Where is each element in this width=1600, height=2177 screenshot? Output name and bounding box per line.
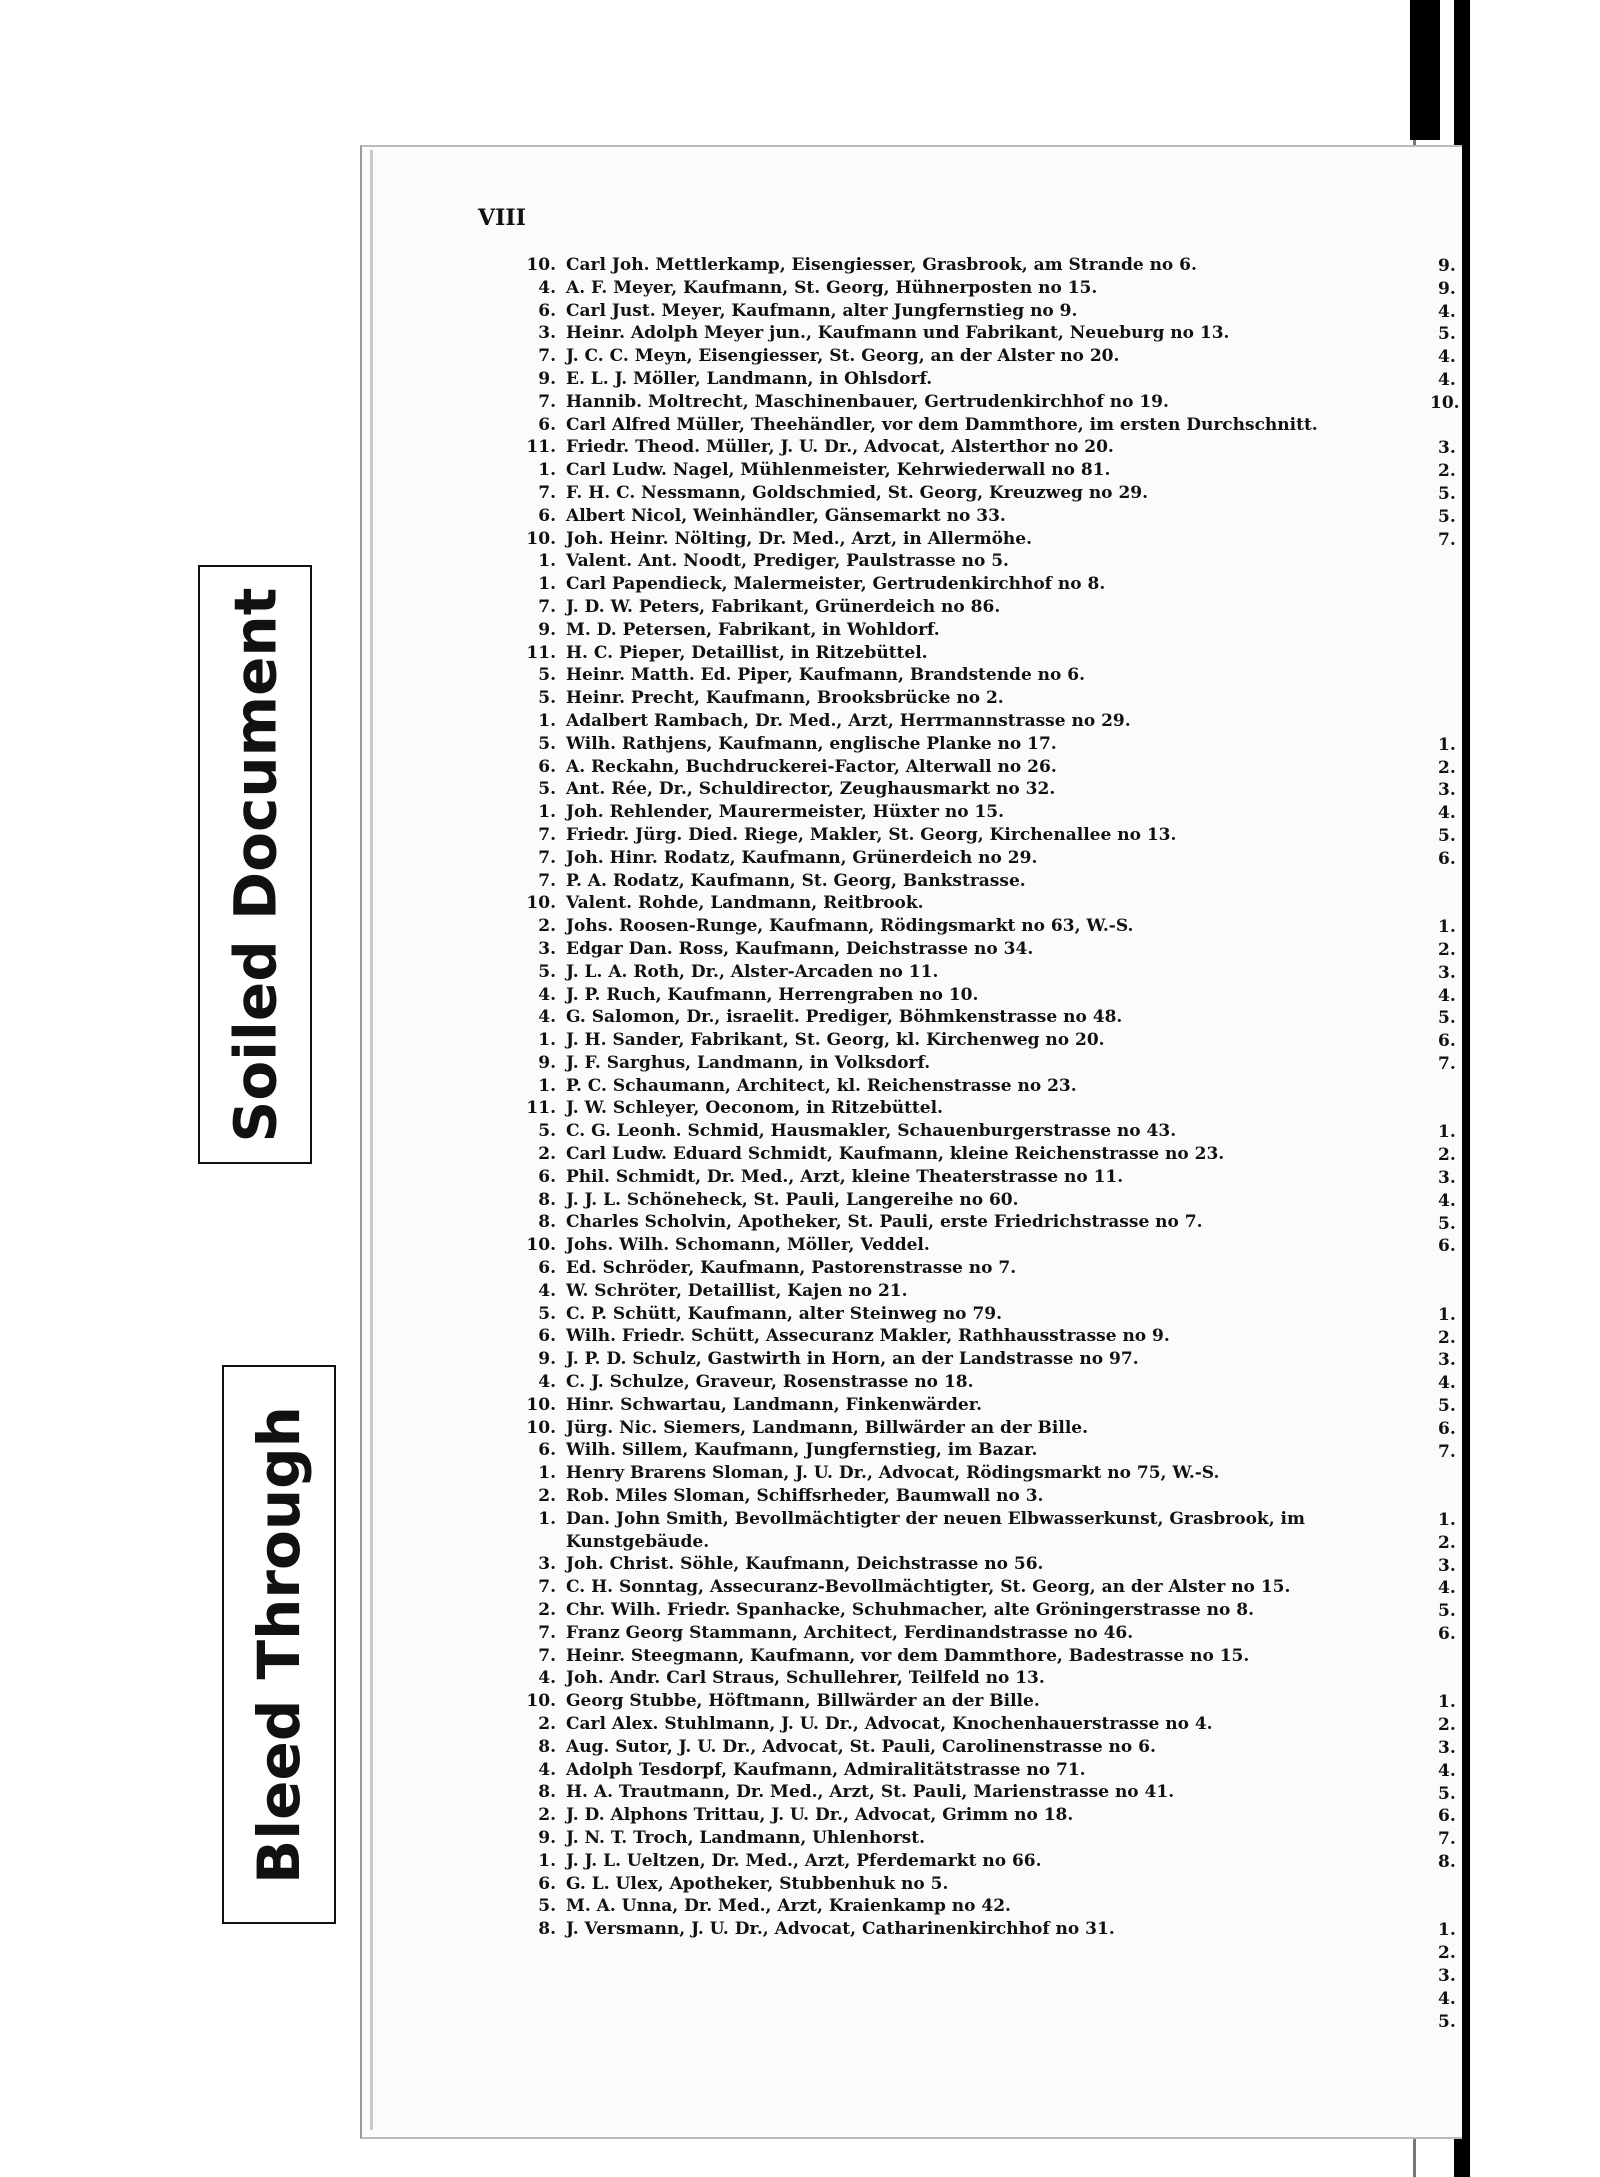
- entry-text: J. W. Schleyer, Oeconom, in Ritzebüttel.: [566, 1098, 943, 1119]
- district-number: 4.: [538, 1668, 556, 1689]
- facing-page-number: 5.: [1438, 2011, 1456, 2032]
- facing-page-number: 8.: [1438, 1852, 1456, 1872]
- facing-page-number: 1.: [1438, 1692, 1456, 1713]
- directory-entry: [0, 619, 1420, 642]
- facing-page-number: 5.: [1438, 826, 1456, 846]
- directory-entry: [0, 938, 1420, 961]
- district-number: 7.: [538, 482, 556, 503]
- facing-page-number: 2.: [1438, 1327, 1456, 1348]
- district-number: 7.: [538, 847, 556, 868]
- directory-entry: [0, 664, 1420, 687]
- facing-page-number: 6.: [1438, 1236, 1456, 1257]
- district-number: 2.: [538, 1805, 556, 1826]
- facing-page-number: 6.: [1438, 1418, 1456, 1439]
- district-number: 5.: [538, 1896, 556, 1917]
- facing-page-number: 7.: [1438, 1441, 1456, 1462]
- entry-text: Joh. Hinr. Rodatz, Kaufmann, Grünerdeich no 29.: [566, 847, 1038, 868]
- facing-page-number: 7.: [1438, 529, 1456, 550]
- facing-page-number: 2.: [1438, 757, 1456, 778]
- district-number: 3.: [538, 323, 556, 344]
- entry-text: Joh. Rehlender, Maurermeister, Hüxter no 15.: [566, 802, 1005, 823]
- entry-text: Hannib. Moltrecht, Maschinenbauer, Gertrudenkirchhof no 19.: [566, 391, 1169, 412]
- entry-text: J. L. A. Roth, Dr., Alster-Arcaden no 11.: [566, 961, 939, 982]
- directory-entry: [0, 1645, 1420, 1668]
- entry-text: P. A. Rodatz, Kaufmann, St. Georg, Bankstrasse.: [566, 870, 1026, 891]
- directory-entry: [0, 1690, 1420, 1713]
- entry-text: J. N. T. Troch, Landmann, Uhlenhorst.: [566, 1827, 925, 1848]
- facing-page-number: 1.: [1438, 917, 1456, 938]
- entry-text: J. H. Sander, Fabrikant, St. Georg, kl. Kirchenweg no 20.: [566, 1030, 1105, 1051]
- directory-entry: [0, 1462, 1420, 1485]
- directory-entry: [0, 1553, 1420, 1576]
- facing-page-number: 6.: [1438, 1624, 1456, 1644]
- directory-entry: [0, 1120, 1420, 1143]
- facing-page-number: 4.: [1438, 985, 1456, 1006]
- facing-page-number: 5.: [1438, 506, 1456, 527]
- entry-text: Carl Alex. Stuhlmann, J. U. Dr., Advocat, Knochenhauerstrasse no 4.: [566, 1714, 1213, 1734]
- entry-text: C. H. Sonntag, Assecuranz-Bevollmächtigter, St. Georg, an der Alster no 15.: [566, 1577, 1291, 1598]
- directory-entry: [0, 1804, 1420, 1827]
- directory-entry: [0, 1143, 1420, 1166]
- entry-text: Charles Scholvin, Apotheker, St. Pauli, erste Friedrichstrasse no 7.: [566, 1212, 1203, 1233]
- facing-page-number: 5.: [1438, 324, 1456, 345]
- facing-page-number: 7.: [1438, 1829, 1456, 1850]
- directory-entry: [0, 368, 1420, 391]
- page-number: VIII: [478, 205, 526, 231]
- district-number: 9.: [538, 1052, 556, 1073]
- facing-page-number: 3.: [1438, 1168, 1456, 1188]
- district-number: 1.: [538, 574, 556, 595]
- directory-entry: [0, 414, 1420, 437]
- district-number: 6.: [538, 1258, 556, 1279]
- entry-text: A. Reckahn, Buchdruckerei-Factor, Alterwall no 26.: [566, 756, 1057, 777]
- entry-text: Johs. Wilh. Schomann, Möller, Veddel.: [566, 1235, 930, 1256]
- district-number: 10.: [526, 1235, 556, 1256]
- directory-entry: [0, 1781, 1420, 1804]
- entry-text: M. D. Petersen, Fabrikant, in Wohldorf.: [566, 619, 940, 640]
- facing-page-number: 4.: [1438, 370, 1456, 390]
- district-number: 7.: [538, 391, 556, 412]
- directory-entry: [0, 961, 1420, 984]
- entry-text: Dan. John Smith, Bevollmächtigter der neuen Elbwasserkunst, Grasbrook, im: [566, 1508, 1305, 1529]
- facing-page-number: 6.: [1438, 1031, 1456, 1052]
- directory-entry: [0, 642, 1420, 665]
- directory-entry: [0, 824, 1420, 847]
- entry-text: Carl Ludw. Eduard Schmidt, Kaufmann, kleine Reichenstrasse no 23.: [566, 1144, 1225, 1165]
- facing-page-number: 5.: [1438, 1783, 1456, 1804]
- directory-entry: [0, 1234, 1420, 1257]
- district-number: 1.: [538, 551, 556, 572]
- district-number: 11.: [526, 642, 556, 663]
- directory-entry: [0, 778, 1420, 801]
- district-number: 6.: [538, 1873, 556, 1894]
- facing-page-number: 10.: [1430, 392, 1460, 413]
- facing-page-number: 1.: [1438, 1304, 1456, 1325]
- facing-page-number: 4.: [1438, 1578, 1456, 1599]
- directory-entry: [0, 1417, 1420, 1440]
- entry-text: Adolph Tesdorpf, Kaufmann, Admiralitätstrasse no 71.: [566, 1759, 1086, 1780]
- directory-entry: [0, 1394, 1420, 1417]
- district-number: 10.: [526, 893, 556, 914]
- entry-text: Carl Joh. Mettlerkamp, Eisengiesser, Grasbrook, am Strande no 6.: [566, 255, 1197, 275]
- district-number: 9.: [538, 619, 556, 640]
- facing-page-number: 4.: [1438, 1988, 1456, 2009]
- entry-text: J. P. Ruch, Kaufmann, Herrengraben no 10.: [566, 984, 979, 1005]
- facing-page-number: 5.: [1438, 1008, 1456, 1029]
- facing-page-number: 1.: [1438, 1920, 1456, 1941]
- facing-page-number: 5.: [1438, 1601, 1456, 1622]
- directory-entry: [0, 300, 1420, 323]
- district-number: 5.: [538, 733, 556, 754]
- district-number: 8.: [538, 1736, 556, 1757]
- directory-entry: [0, 528, 1420, 551]
- facing-page-number: 3.: [1438, 438, 1456, 459]
- directory-entry: [0, 1873, 1420, 1896]
- facing-page-number: 4.: [1438, 1190, 1456, 1211]
- district-number: 1.: [538, 1030, 556, 1051]
- directory-entry: [0, 1736, 1420, 1759]
- district-number: 9.: [538, 368, 556, 389]
- directory-entry: [0, 1485, 1420, 1508]
- entry-text: Georg Stubbe, Höftmann, Billwärder an der Bille.: [566, 1691, 1040, 1712]
- entry-text: Albert Nicol, Weinhändler, Gänsemarkt no 33.: [566, 505, 1006, 526]
- district-number: 6.: [538, 300, 556, 321]
- district-number: 6.: [538, 1440, 556, 1461]
- entry-text: J. C. C. Meyn, Eisengiesser, St. Georg, an der Alster no 20.: [566, 346, 1120, 367]
- bleed-through-label: Bleed Through: [245, 1405, 314, 1884]
- facing-page-number: 1.: [1438, 1122, 1456, 1143]
- directory-entry: [0, 482, 1420, 505]
- district-number: 1.: [538, 1850, 556, 1871]
- directory-entry: [0, 1006, 1420, 1029]
- district-number: 8.: [538, 1782, 556, 1803]
- district-number: 1.: [538, 1508, 556, 1529]
- directory-entry: [0, 1029, 1420, 1052]
- facing-page-number: 5.: [1438, 1396, 1456, 1416]
- district-number: 8.: [538, 1919, 556, 1940]
- directory-entry: [0, 459, 1420, 482]
- directory-entry: [0, 1348, 1420, 1371]
- entry-text: A. F. Meyer, Kaufmann, St. Georg, Hühnerposten no 15.: [566, 277, 1098, 298]
- facing-page-number: 2.: [1438, 1145, 1456, 1166]
- directory-entry: [0, 254, 1420, 277]
- directory-entry: [0, 1667, 1420, 1690]
- entry-text: Phil. Schmidt, Dr. Med., Arzt, kleine Theaterstrasse no 11.: [566, 1166, 1124, 1187]
- district-number: 1.: [538, 710, 556, 731]
- directory-entry: [0, 733, 1420, 756]
- directory-entry: [0, 391, 1420, 414]
- directory-entry: [0, 1599, 1420, 1622]
- entry-text: F. H. C. Nessmann, Goldschmied, St. Georg, Kreuzweg no 29.: [566, 482, 1149, 503]
- directory-entry: [0, 1508, 1420, 1554]
- district-number: 4.: [538, 1372, 556, 1393]
- entry-text: G. Salomon, Dr., israelit. Prediger, Böhmkenstrasse no 48.: [566, 1007, 1123, 1028]
- facing-page-number: 2.: [1438, 940, 1456, 960]
- directory-entry: [0, 984, 1420, 1007]
- entry-text: Joh. Heinr. Nölting, Dr. Med., Arzt, in Allermöhe.: [566, 528, 1033, 549]
- district-number: 4.: [538, 1759, 556, 1780]
- entry-text: J. J. L. Schöneheck, St. Pauli, Langereihe no 60.: [566, 1189, 1019, 1210]
- district-number: 7.: [538, 346, 556, 367]
- directory-entry: [0, 1280, 1420, 1303]
- district-number: 11.: [526, 1098, 556, 1119]
- district-number: 7.: [538, 1645, 556, 1666]
- entry-text: Franz Georg Stammann, Architect, Ferdinandstrasse no 46.: [566, 1622, 1134, 1643]
- district-number: 5.: [538, 1303, 556, 1324]
- entry-text: Chr. Wilh. Friedr. Spanhacke, Schuhmacher, alte Gröningerstrasse no 8.: [566, 1600, 1254, 1621]
- entry-text: Friedr. Theod. Müller, J. U. Dr., Advocat, Alsterthor no 20.: [566, 437, 1114, 458]
- directory-entry: [0, 1097, 1420, 1120]
- district-number: 4.: [538, 277, 556, 298]
- entry-text: J. P. D. Schulz, Gastwirth in Horn, an der Landstrasse no 97.: [566, 1349, 1139, 1370]
- entry-text: Joh. Andr. Carl Straus, Schullehrer, Teilfeld no 13.: [566, 1668, 1045, 1689]
- entry-text: J. F. Sarghus, Landmann, in Volksdorf.: [566, 1052, 931, 1073]
- facing-page-number: 4.: [1438, 1760, 1456, 1781]
- directory-entry: [0, 1713, 1420, 1736]
- district-number: 2.: [538, 1486, 556, 1507]
- district-number: 3.: [538, 1554, 556, 1575]
- entry-text: Carl Papendieck, Malermeister, Gertrudenkirchhof no 8.: [566, 574, 1106, 595]
- entry-text: Wilh. Rathjens, Kaufmann, englische Planke no 17.: [566, 733, 1057, 754]
- district-number: 10.: [526, 1417, 556, 1438]
- entry-text: Heinr. Matth. Ed. Piper, Kaufmann, Brandstende no 6.: [566, 665, 1086, 686]
- district-number: 2.: [538, 1144, 556, 1165]
- facing-page-number: 3.: [1438, 1738, 1456, 1758]
- facing-page-number: 6.: [1438, 1806, 1456, 1827]
- district-number: 10.: [526, 1691, 556, 1712]
- entry-text: Wilh. Sillem, Kaufmann, Jungfernstieg, im Bazar.: [566, 1440, 1038, 1461]
- directory-list: [0, 254, 1420, 1941]
- directory-entry: [0, 1850, 1420, 1873]
- facing-page-number: 1.: [1438, 734, 1456, 755]
- district-number: 10.: [526, 1394, 556, 1415]
- entry-text: J. J. L. Ueltzen, Dr. Med., Arzt, Pferdemarkt no 66.: [566, 1850, 1042, 1871]
- district-number: 7.: [538, 1577, 556, 1598]
- district-number: 9.: [538, 1827, 556, 1848]
- facing-page-number: 4.: [1438, 803, 1456, 824]
- district-number: 1.: [538, 802, 556, 823]
- directory-entry: [0, 915, 1420, 938]
- facing-page-number: 2.: [1438, 1943, 1456, 1964]
- entry-text: H. A. Trautmann, Dr. Med., Arzt, St. Pauli, Marienstrasse no 41.: [566, 1782, 1175, 1803]
- district-number: 2.: [538, 1600, 556, 1621]
- entry-text: Heinr. Precht, Kaufmann, Brooksbrücke no 2.: [566, 688, 1004, 709]
- entry-text: P. C. Schaumann, Architect, kl. Reichenstrasse no 23.: [566, 1075, 1077, 1096]
- district-number: 5.: [538, 779, 556, 800]
- entry-text: M. A. Unna, Dr. Med., Arzt, Kraienkamp no 42.: [566, 1896, 1011, 1917]
- facing-page-number: 3.: [1438, 1966, 1456, 1986]
- district-number: 7.: [538, 870, 556, 891]
- facing-page-number: 1.: [1438, 1510, 1456, 1530]
- scan-edge-bar: [1410, 0, 1440, 140]
- directory-entry: [0, 710, 1420, 733]
- entry-text: Joh. Christ. Söhle, Kaufmann, Deichstrasse no 56.: [566, 1554, 1044, 1575]
- entry-text: W. Schröter, Detaillist, Kajen no 21.: [566, 1280, 908, 1301]
- district-number: 4.: [538, 984, 556, 1005]
- entry-text: Ed. Schröder, Kaufmann, Pastorenstrasse no 7.: [566, 1258, 1017, 1279]
- directory-entry: [0, 1052, 1420, 1075]
- entry-text: C. P. Schütt, Kaufmann, alter Steinweg no 79.: [566, 1303, 1003, 1324]
- district-number: 5.: [538, 1121, 556, 1142]
- directory-entry: [0, 1439, 1420, 1462]
- entry-text: Ant. Rée, Dr., Schuldirector, Zeughausmarkt no 32.: [566, 779, 1056, 800]
- entry-text: Heinr. Steegmann, Kaufmann, vor dem Dammthore, Badestrasse no 15.: [566, 1645, 1250, 1666]
- entry-text: E. L. J. Möller, Landmann, in Ohlsdorf.: [566, 368, 933, 389]
- directory-entry: [0, 1075, 1420, 1098]
- facing-page-number: 2.: [1438, 1532, 1456, 1553]
- entry-text: Carl Alfred Müller, Theehändler, vor dem Dammthore, im ersten Durchschnitt.: [566, 414, 1318, 435]
- district-number: 6.: [538, 756, 556, 777]
- entry-text: Heinr. Adolph Meyer jun., Kaufmann und Fabrikant, Neueburg no 13.: [566, 323, 1230, 344]
- district-number: 7.: [538, 1622, 556, 1643]
- district-number: 4.: [538, 1280, 556, 1301]
- facing-page-number: 4.: [1438, 1373, 1456, 1394]
- facing-page-number: 7.: [1438, 1054, 1456, 1074]
- directory-entry: [0, 345, 1420, 368]
- directory-entry: [0, 1759, 1420, 1782]
- entry-text: Wilh. Friedr. Schütt, Assecuranz Makler, Rathhausstrasse no 9.: [566, 1326, 1170, 1347]
- directory-entry: [0, 596, 1420, 619]
- district-number: 1.: [538, 1075, 556, 1096]
- district-number: 7.: [538, 824, 556, 845]
- entry-text: J. D. Alphons Trittau, J. U. Dr., Advocat, Grimm no 18.: [566, 1805, 1074, 1826]
- entry-text: Carl Ludw. Nagel, Mühlenmeister, Kehrwiederwall no 81.: [566, 460, 1111, 481]
- district-number: 9.: [538, 1349, 556, 1370]
- district-number: 5.: [538, 961, 556, 982]
- entry-text: C. G. Leonh. Schmid, Hausmakler, Schauenburgerstrasse no 43.: [566, 1121, 1177, 1142]
- directory-entry: [0, 847, 1420, 870]
- district-number: 6.: [538, 505, 556, 526]
- directory-entry: [0, 1576, 1420, 1599]
- district-number: 4.: [538, 1007, 556, 1028]
- entry-text: Henry Brarens Sloman, J. U. Dr., Advocat, Rödingsmarkt no 75, W.-S.: [566, 1463, 1220, 1484]
- district-number: 8.: [538, 1189, 556, 1210]
- directory-entry: [0, 505, 1420, 528]
- district-number: 6.: [538, 1166, 556, 1187]
- entry-text: Johs. Roosen-Runge, Kaufmann, Rödingsmarkt no 63, W.-S.: [566, 916, 1134, 937]
- directory-entry: [0, 1918, 1420, 1941]
- facing-page-number: 2.: [1438, 461, 1456, 482]
- facing-page-number: 3.: [1438, 1350, 1456, 1371]
- soiled-document-label: Soiled Document: [221, 587, 290, 1142]
- district-number: 11.: [526, 437, 556, 458]
- directory-entry: [0, 1303, 1420, 1326]
- facing-page-number: 3.: [1438, 962, 1456, 983]
- entry-text: G. L. Ulex, Apotheker, Stubbenhuk no 5.: [566, 1873, 949, 1894]
- facing-page-number: 4.: [1438, 347, 1456, 368]
- directory-entry: [0, 801, 1420, 824]
- directory-entry: [0, 870, 1420, 893]
- entry-text: H. C. Pieper, Detaillist, in Ritzebüttel.: [566, 642, 928, 663]
- entry-text: J. Versmann, J. U. Dr., Advocat, Catharinenkirchhof no 31.: [566, 1919, 1115, 1940]
- facing-page-number: 9.: [1438, 256, 1456, 276]
- directory-entry: [0, 1622, 1420, 1645]
- directory-entry: [0, 550, 1420, 573]
- entry-text: Edgar Dan. Ross, Kaufmann, Deichstrasse no 34.: [566, 938, 1034, 959]
- district-number: 10.: [526, 255, 556, 275]
- directory-entry: [0, 1325, 1420, 1348]
- facing-page-number: 3.: [1438, 780, 1456, 801]
- directory-entry: [0, 892, 1420, 915]
- district-number: 10.: [526, 528, 556, 549]
- directory-entry: [0, 1189, 1420, 1212]
- district-number: 5.: [538, 665, 556, 686]
- entry-text: Carl Just. Meyer, Kaufmann, alter Jungfernstieg no 9.: [566, 300, 1078, 321]
- entry-text: Friedr. Jürg. Died. Riege, Makler, St. Georg, Kirchenallee no 13.: [566, 824, 1177, 845]
- directory-entry: [0, 322, 1420, 345]
- directory-entry: [0, 436, 1420, 459]
- facing-page-number: 6.: [1438, 848, 1456, 869]
- entry-text: Rob. Miles Sloman, Schiffsrheder, Baumwall no 3.: [566, 1486, 1044, 1507]
- entry-text: Hinr. Schwartau, Landmann, Finkenwärder.: [566, 1394, 983, 1415]
- district-number: 3.: [538, 938, 556, 959]
- district-number: 5.: [538, 688, 556, 709]
- entry-text: C. J. Schulze, Graveur, Rosenstrasse no 18.: [566, 1372, 974, 1393]
- facing-page-number: 5.: [1438, 484, 1456, 504]
- district-number: 6.: [538, 414, 556, 435]
- district-number: 2.: [538, 1714, 556, 1734]
- entry-text: Valent. Rohde, Landmann, Reitbrook.: [566, 893, 924, 914]
- district-number: 1.: [538, 1463, 556, 1484]
- directory-entry: [0, 756, 1420, 779]
- directory-entry: [0, 1257, 1420, 1280]
- entry-text: Valent. Ant. Noodt, Prediger, Paulstrasse no 5.: [566, 551, 1009, 572]
- district-number: 7.: [538, 596, 556, 617]
- directory-entry: [0, 1895, 1420, 1918]
- district-number: 6.: [538, 1326, 556, 1347]
- facing-page-number: 5.: [1438, 1213, 1456, 1234]
- district-number: 2.: [538, 916, 556, 937]
- facing-page-number: 4.: [1438, 301, 1456, 322]
- entry-text: Aug. Sutor, J. U. Dr., Advocat, St. Pauli, Carolinenstrasse no 6.: [566, 1736, 1156, 1757]
- facing-page-number: 9.: [1438, 278, 1456, 299]
- entry-text: J. D. W. Peters, Fabrikant, Grünerdeich no 86.: [566, 596, 1001, 617]
- entry-text: Jürg. Nic. Siemers, Landmann, Billwärder an der Bille.: [566, 1417, 1089, 1438]
- entry-continuation: Kunstgebäude.: [566, 1531, 710, 1552]
- district-number: 1.: [538, 460, 556, 481]
- directory-entry: [0, 687, 1420, 710]
- directory-entry: [0, 1827, 1420, 1850]
- directory-entry: [0, 277, 1420, 300]
- directory-entry: [0, 1371, 1420, 1394]
- facing-page-number: 3.: [1438, 1555, 1456, 1576]
- facing-page-number: 2.: [1438, 1715, 1456, 1736]
- entry-text: Adalbert Rambach, Dr. Med., Arzt, Herrmannstrasse no 29.: [566, 710, 1131, 731]
- directory-entry: [0, 1166, 1420, 1189]
- district-number: 8.: [538, 1212, 556, 1233]
- directory-entry: [0, 573, 1420, 596]
- directory-entry: [0, 1211, 1420, 1234]
